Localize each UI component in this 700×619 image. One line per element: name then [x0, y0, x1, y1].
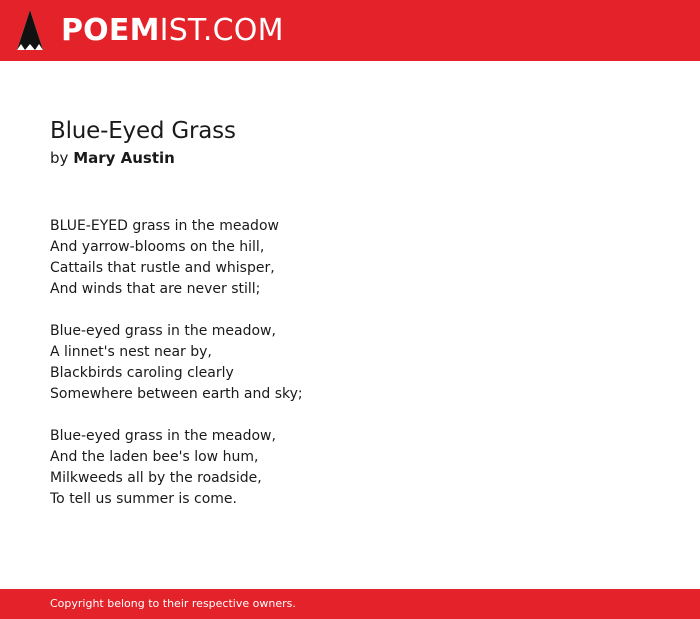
poem-line: To tell us summer is come.	[50, 491, 237, 507]
poem-line: Somewhere between earth and sky;	[50, 386, 303, 402]
poem-line: And the laden bee's low hum,	[50, 449, 259, 465]
byline-label: by	[50, 149, 69, 167]
poem-line: Milkweeds all by the roadside,	[50, 470, 262, 486]
poem-line: And winds that are never still;	[50, 281, 261, 297]
logo-text-light: IST.COM	[159, 12, 284, 48]
poem-stanza	[50, 216, 650, 300]
site-footer	[0, 589, 700, 619]
poem-stanza	[50, 426, 650, 510]
logo-text-bold: POEM	[61, 12, 160, 48]
poem-body	[50, 216, 650, 510]
copyright-notice: Copyright belong to their respective owners.	[50, 597, 296, 610]
site-logo-link[interactable]	[16, 10, 284, 52]
poem-line: And yarrow-blooms on the hill,	[50, 239, 265, 255]
poem-byline	[50, 148, 650, 168]
poem-line: A linnet's nest near by,	[50, 344, 212, 360]
site-logo-text	[61, 12, 284, 48]
poem-stanza	[50, 321, 650, 405]
poem-author: Mary Austin	[73, 149, 175, 167]
poem-title: Blue-Eyed Grass	[50, 118, 236, 144]
poem-line: Blue-eyed grass in the meadow,	[50, 323, 276, 339]
poem-line: BLUE-EYED grass in the meadow	[50, 218, 279, 234]
pencil-tip-icon	[16, 10, 44, 52]
site-header	[0, 0, 700, 61]
poem-content	[50, 116, 650, 531]
poem-line: Blackbirds caroling clearly	[50, 365, 234, 381]
poem-line: Cattails that rustle and whisper,	[50, 260, 275, 276]
poem-line: Blue-eyed grass in the meadow,	[50, 428, 276, 444]
